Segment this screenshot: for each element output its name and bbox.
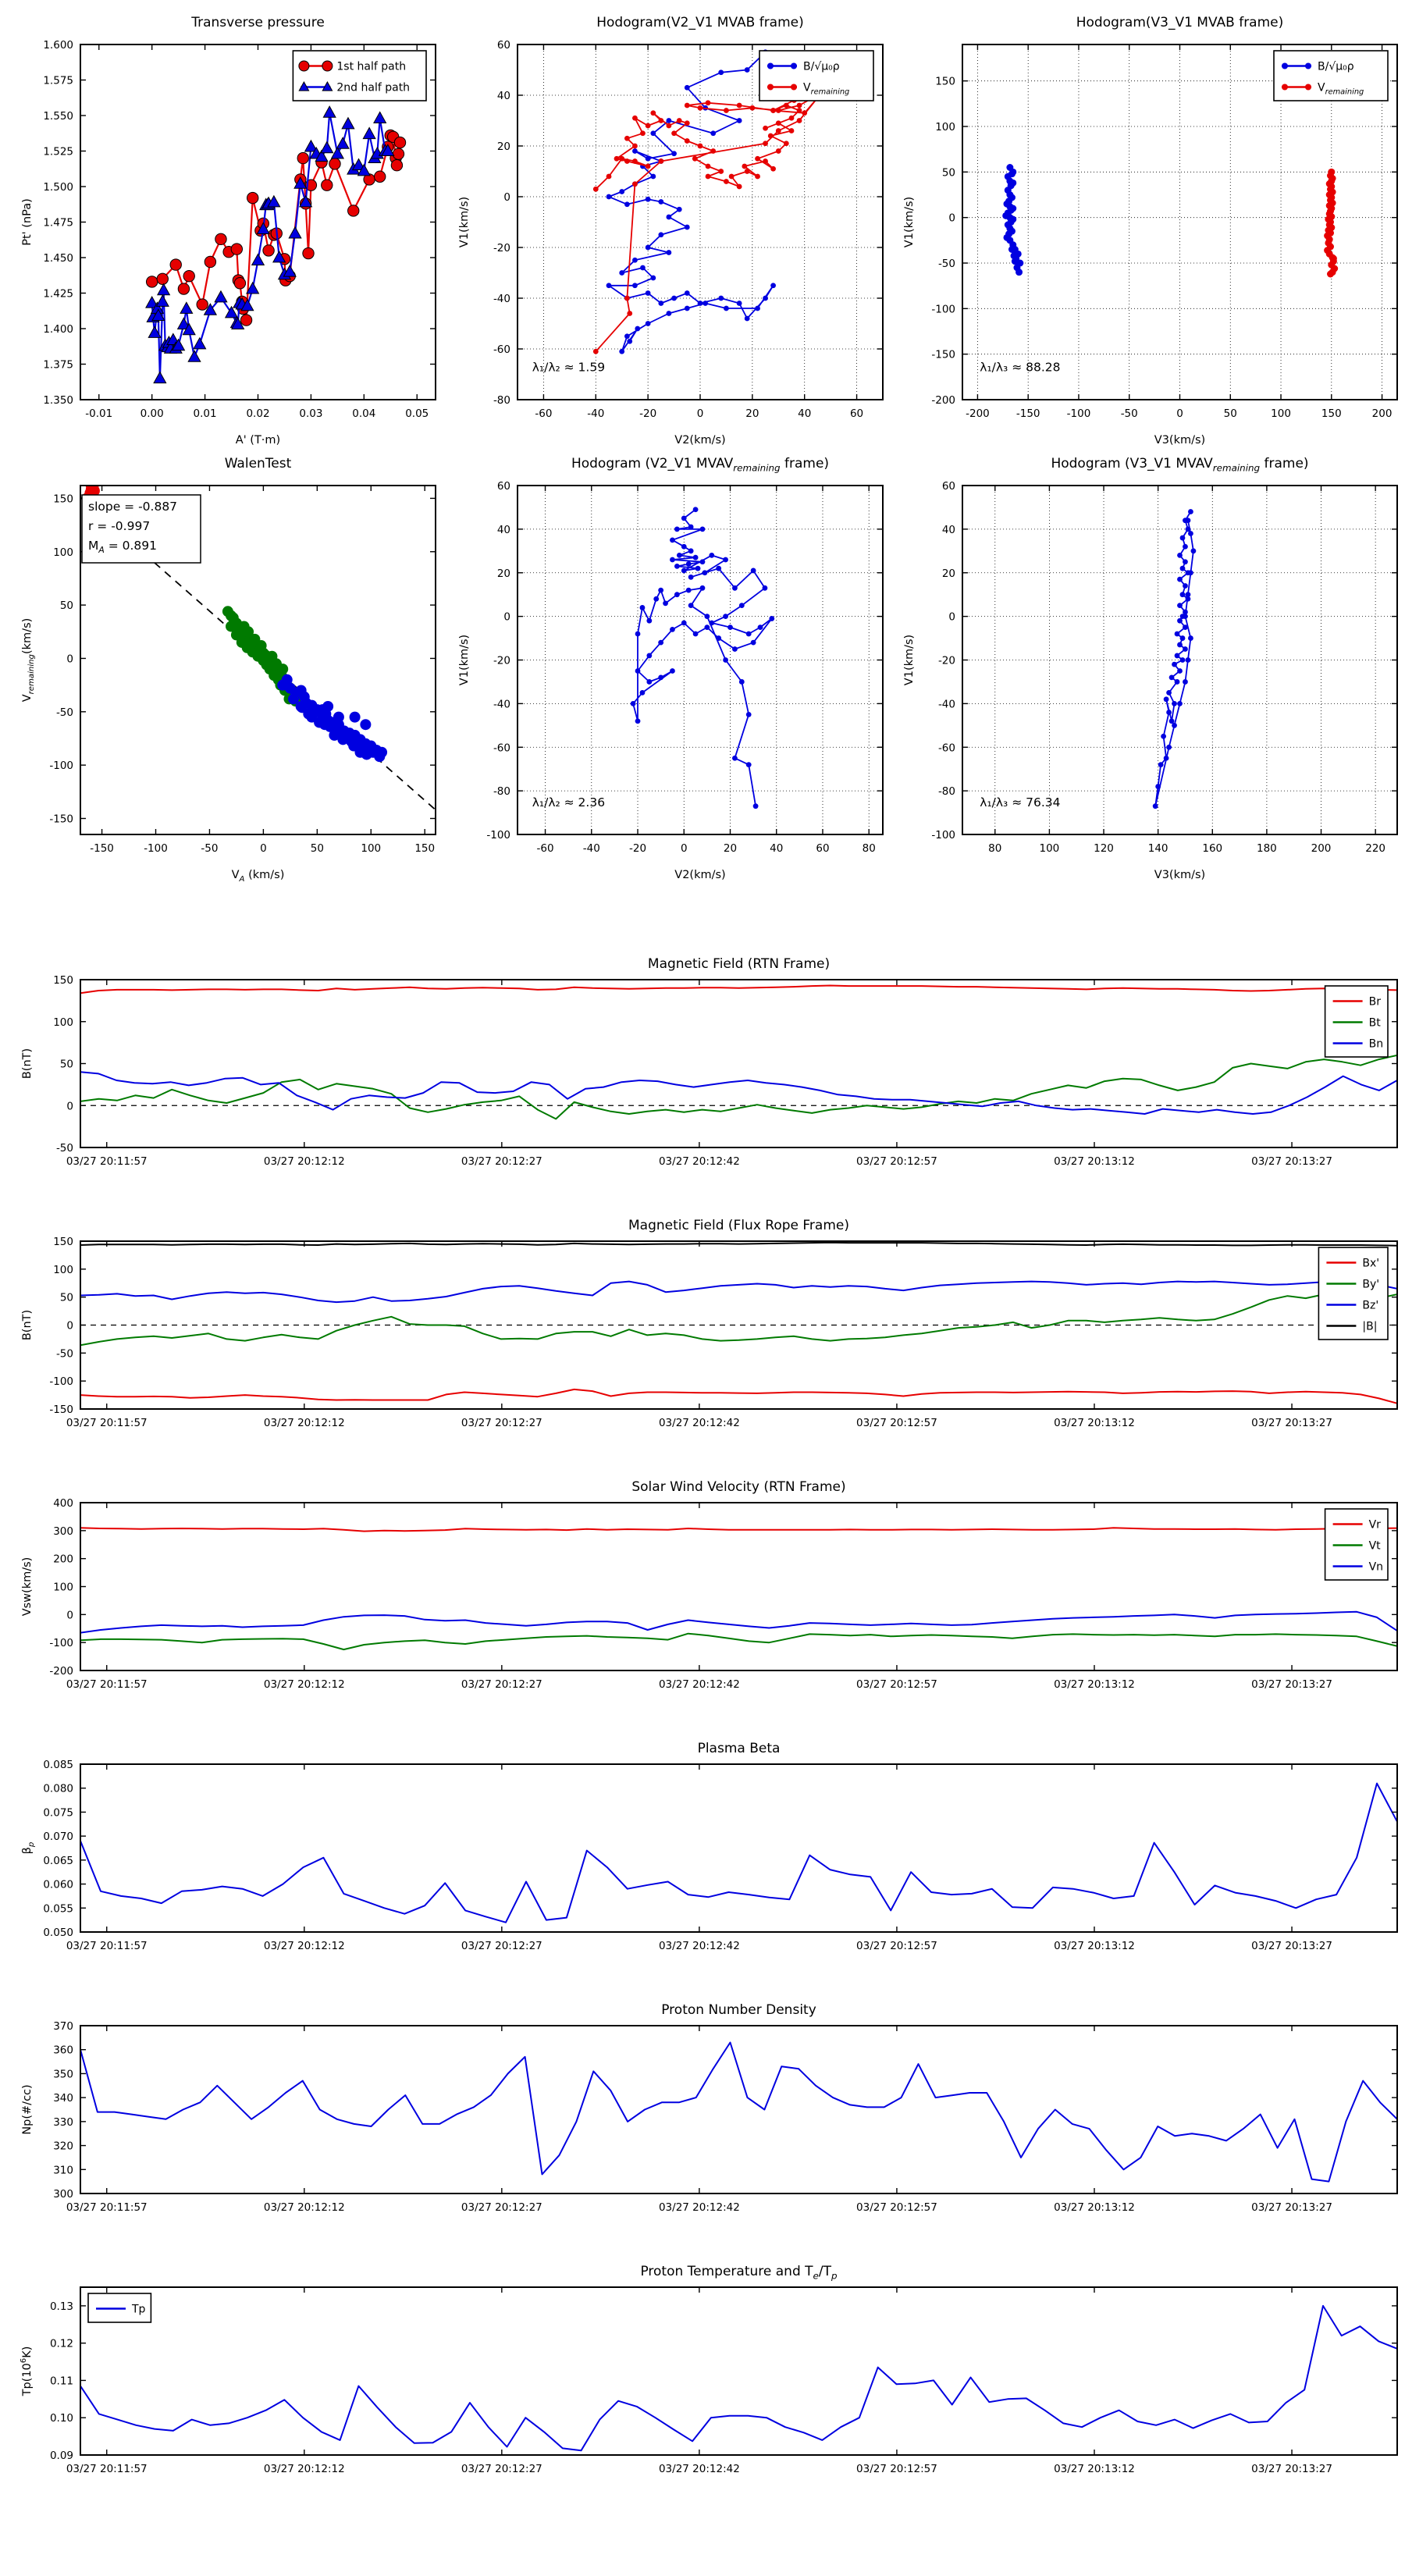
svg-text:0.02: 0.02 (246, 407, 270, 420)
svg-text:80: 80 (988, 842, 1002, 855)
svg-text:-60: -60 (493, 343, 510, 356)
svg-text:1.575: 1.575 (43, 74, 73, 87)
svg-text:0.13: 0.13 (49, 2300, 73, 2313)
svg-text:0: 0 (66, 1609, 73, 1622)
svg-text:0: 0 (503, 610, 510, 624)
svg-text:150: 150 (53, 1236, 73, 1248)
chart-title: Proton Number Density (661, 2002, 816, 2018)
svg-text:0: 0 (680, 842, 688, 855)
svg-text:-0.01: -0.01 (85, 407, 113, 420)
svg-text:-200: -200 (49, 1665, 73, 1678)
svg-text:VA​ (km/s): $V_A$ (km/s) (231, 869, 285, 884)
svg-text:50: 50 (59, 1291, 73, 1304)
svg-text:03/27 20:12:12: 03/27 20:12:12 (263, 2463, 345, 2475)
svg-text:-20: -20 (937, 654, 955, 667)
svg-text:0.12: 0.12 (49, 2337, 73, 2350)
chart-title: Plasma Beta (697, 1741, 781, 1756)
svg-text:400: 400 (53, 1497, 73, 1510)
svg-text:1.400: 1.400 (43, 323, 73, 336)
svg-text:0.050: 0.050 (43, 1927, 73, 1939)
svg-text:03/27 20:12:57: 03/27 20:12:57 (856, 1678, 937, 1691)
svg-text:03/27 20:12:27: 03/27 20:12:27 (461, 2201, 542, 2214)
svg-text:0.055: 0.055 (43, 1902, 73, 1916)
svg-text:100: 100 (1039, 842, 1060, 855)
svg-text:B(nT): B(nT) (21, 1048, 34, 1080)
svg-text:150: 150 (53, 974, 73, 987)
svg-text:Tp(106​K): $Tp(10^6K)$ (20, 2346, 34, 2396)
svg-text:V2(km/s): V2(km/s) (674, 869, 726, 881)
svg-text:03/27 20:12:42: 03/27 20:12:42 (658, 2201, 740, 2214)
svg-text:03/27 20:12:57: 03/27 20:12:57 (856, 2201, 937, 2214)
svg-text:-150: -150 (49, 1404, 73, 1416)
chart-title: WalenTest (224, 456, 292, 471)
chart-title: Solar Wind Velocity (RTN Frame) (631, 1479, 846, 1495)
svg-text:1.475: 1.475 (43, 216, 73, 229)
svg-text:V1(km/s): V1(km/s) (458, 196, 471, 248)
svg-text:-40: -40 (937, 698, 955, 711)
svg-text:0: 0 (948, 212, 955, 225)
svg-text:-80: -80 (493, 394, 510, 407)
svg-text:03/27 20:12:12: 03/27 20:12:12 (263, 2201, 345, 2214)
svg-text:60: 60 (496, 39, 510, 52)
svg-text:0.04: 0.04 (352, 407, 376, 420)
svg-text:20: 20 (723, 842, 738, 855)
svg-text:λ₁/λ₂ ≈ 1.59: λ₁/λ₂ ≈ 1.59 (532, 360, 606, 375)
svg-text:0.09: 0.09 (49, 2450, 73, 2462)
svg-text:-100: -100 (931, 303, 955, 316)
svg-text:03/27 20:11:57: 03/27 20:11:57 (66, 1678, 148, 1691)
svg-text:03/27 20:12:12: 03/27 20:12:12 (263, 1940, 345, 1952)
svg-text:330: 330 (53, 2115, 73, 2129)
svg-text:-60: -60 (535, 407, 553, 420)
svg-text:V2(km/s): V2(km/s) (674, 434, 726, 447)
svg-text:r = -0.997: r = -0.997 (88, 519, 151, 533)
svg-text:0.00: 0.00 (140, 407, 164, 420)
chart-title: Hodogram (V2_V1 $MVAV_{remaining}$ frame) (571, 456, 830, 474)
svg-text:-100: -100 (49, 1375, 73, 1389)
svg-text:0.05: 0.05 (405, 407, 429, 420)
svg-text:Np(#/cc): Np(#/cc) (21, 2084, 34, 2135)
svg-text:-50: -50 (55, 1142, 73, 1155)
svg-text:-80: -80 (493, 785, 510, 799)
svg-text:20: 20 (941, 567, 955, 580)
svg-text:Bt: Bt (1368, 1016, 1381, 1030)
svg-text:Bx': Bx' (1362, 1257, 1380, 1270)
svg-text:By': By' (1362, 1278, 1380, 1291)
svg-text:-100: -100 (931, 829, 955, 841)
svg-text:03/27 20:13:12: 03/27 20:13:12 (1054, 2463, 1135, 2475)
svg-text:0: 0 (66, 653, 73, 666)
svg-text:0.01: 0.01 (193, 407, 217, 420)
svg-text:300: 300 (53, 1525, 73, 1538)
svg-text:-20: -20 (493, 242, 510, 254)
svg-text:03/27 20:11:57: 03/27 20:11:57 (66, 1940, 148, 1952)
svg-text:310: 310 (53, 2164, 73, 2177)
svg-text:-40: -40 (582, 842, 600, 855)
svg-text:0.11: 0.11 (49, 2375, 73, 2388)
svg-text:-20: -20 (639, 407, 657, 420)
svg-text:100: 100 (53, 1016, 73, 1029)
svg-text:03/27 20:12:27: 03/27 20:12:27 (461, 1155, 542, 1168)
svg-text:Bz': Bz' (1362, 1299, 1379, 1312)
svg-text:220: 220 (1365, 842, 1386, 855)
svg-text:-100: -100 (49, 760, 73, 773)
svg-text:03/27 20:13:27: 03/27 20:13:27 (1251, 1417, 1332, 1429)
svg-text:1.600: 1.600 (43, 39, 73, 52)
svg-text:Vr: Vr (1368, 1518, 1381, 1532)
svg-text:100: 100 (1271, 407, 1291, 420)
svg-text:B/√μ₀ρ: B/√μ₀ρ (1318, 60, 1354, 73)
svg-text:V1(km/s): V1(km/s) (903, 196, 916, 248)
svg-text:-50: -50 (55, 706, 73, 719)
svg-text:03/27 20:13:12: 03/27 20:13:12 (1054, 1940, 1135, 1952)
svg-text:0: 0 (503, 191, 510, 204)
svg-text:-80: -80 (937, 785, 955, 799)
svg-text:2nd half path: 2nd half path (336, 81, 411, 94)
svg-text:03/27 20:13:27: 03/27 20:13:27 (1251, 1678, 1332, 1691)
svg-text:100: 100 (361, 842, 382, 855)
svg-text:V1(km/s): V1(km/s) (458, 634, 471, 686)
chart-title: Hodogram (V3_V1 $MVAV_{remaining}$ frame) (1051, 456, 1309, 474)
svg-text:100: 100 (935, 121, 955, 133)
svg-text:slope = -0.887: slope = -0.887 (88, 500, 178, 514)
svg-text:λ₁/λ₂ ≈ 2.36: λ₁/λ₂ ≈ 2.36 (532, 795, 606, 810)
svg-text:100: 100 (53, 1581, 73, 1594)
svg-text:B(nT): B(nT) (21, 1309, 34, 1341)
svg-text:03/27 20:13:12: 03/27 20:13:12 (1054, 2201, 1135, 2214)
svg-text:200: 200 (1311, 842, 1332, 855)
svg-text:100: 100 (53, 1263, 73, 1276)
svg-text:03/27 20:13:27: 03/27 20:13:27 (1251, 2201, 1332, 2214)
svg-text:50: 50 (59, 600, 73, 613)
svg-text:03/27 20:12:42: 03/27 20:12:42 (658, 1417, 740, 1429)
svg-text:-60: -60 (536, 842, 554, 855)
svg-text:-150: -150 (931, 348, 955, 361)
svg-text:Br: Br (1368, 995, 1381, 1009)
svg-text:0: 0 (260, 842, 267, 855)
chart-title: Hodogram(V3_V1 MVAB frame) (1076, 15, 1284, 30)
svg-text:200: 200 (53, 1553, 73, 1566)
svg-text:Vt: Vt (1368, 1539, 1381, 1553)
svg-text:20: 20 (496, 141, 510, 153)
svg-text:03/27 20:12:42: 03/27 20:12:42 (658, 1940, 740, 1952)
svg-text:20: 20 (745, 407, 759, 420)
svg-text:370: 370 (53, 2020, 73, 2033)
svg-text:03/27 20:12:12: 03/27 20:12:12 (263, 1417, 345, 1429)
svg-text:-100: -100 (144, 842, 168, 855)
svg-text:1.350: 1.350 (43, 394, 73, 407)
svg-text:B/√μ₀ρ: B/√μ₀ρ (803, 60, 840, 73)
svg-text:0.03: 0.03 (299, 407, 323, 420)
svg-text:50: 50 (941, 166, 955, 180)
svg-text:03/27 20:12:42: 03/27 20:12:42 (658, 1155, 740, 1168)
svg-text:40: 40 (496, 90, 510, 102)
svg-text:Pt' (nPa): Pt' (nPa) (21, 198, 34, 246)
svg-text:1.525: 1.525 (43, 145, 73, 158)
svg-text:60: 60 (496, 480, 510, 493)
svg-text:0: 0 (66, 1319, 73, 1332)
svg-text:03/27 20:12:12: 03/27 20:12:12 (263, 1678, 345, 1691)
svg-text:-50: -50 (201, 842, 219, 855)
svg-text:-60: -60 (937, 742, 955, 755)
svg-text:03/27 20:11:57: 03/27 20:11:57 (66, 1417, 148, 1429)
svg-text:03/27 20:12:57: 03/27 20:12:57 (856, 1155, 937, 1168)
svg-text:40: 40 (770, 842, 784, 855)
svg-text:Vremaining​: $V_{remaining}$ (1318, 81, 1364, 97)
svg-text:-100: -100 (1066, 407, 1091, 420)
svg-text:-40: -40 (493, 293, 510, 305)
svg-text:|B|: |B| (1362, 1320, 1378, 1333)
chart-title: Magnetic Field (Flux Rope Frame) (628, 1218, 849, 1233)
svg-text:50: 50 (310, 842, 324, 855)
svg-text:100: 100 (53, 546, 73, 559)
svg-text:03/27 20:12:27: 03/27 20:12:27 (461, 2463, 542, 2475)
svg-text:-200: -200 (966, 407, 990, 420)
svg-text:Vn: Vn (1368, 1560, 1384, 1574)
svg-text:50: 50 (59, 1058, 73, 1071)
svg-text:0.080: 0.080 (43, 1782, 73, 1795)
svg-text:50: 50 (1223, 407, 1237, 420)
svg-text:03/27 20:13:27: 03/27 20:13:27 (1251, 2463, 1332, 2475)
svg-text:1.500: 1.500 (43, 181, 73, 194)
svg-text:λ₁/λ₃ ≈ 76.34: λ₁/λ₃ ≈ 76.34 (980, 795, 1061, 810)
svg-text:-150: -150 (1016, 407, 1040, 420)
svg-text:-50: -50 (1120, 407, 1138, 420)
svg-text:03/27 20:12:27: 03/27 20:12:27 (461, 1940, 542, 1952)
svg-text:40: 40 (798, 407, 812, 420)
svg-text:MA​ = 0.891: $M_A = 0.891$ (88, 539, 158, 555)
svg-text:0: 0 (696, 407, 704, 420)
svg-text:03/27 20:11:57: 03/27 20:11:57 (66, 2201, 148, 2214)
svg-text:320: 320 (53, 2140, 73, 2153)
svg-text:Vremaining​: $V_{remaining}$ (803, 81, 850, 97)
svg-text:03/27 20:12:27: 03/27 20:12:27 (461, 1417, 542, 1429)
svg-text:03/27 20:11:57: 03/27 20:11:57 (66, 2463, 148, 2475)
svg-text:1.550: 1.550 (43, 110, 73, 123)
svg-text:03/27 20:13:12: 03/27 20:13:12 (1054, 1417, 1135, 1429)
svg-text:03/27 20:12:42: 03/27 20:12:42 (658, 2463, 740, 2475)
svg-text:40: 40 (496, 523, 510, 536)
svg-text:03/27 20:13:27: 03/27 20:13:27 (1251, 1940, 1332, 1952)
svg-text:-100: -100 (486, 829, 510, 841)
svg-text:140: 140 (1147, 842, 1168, 855)
svg-text:60: 60 (941, 480, 955, 493)
svg-text:Vremaining​(km/s): $V_{remaining}(km/s)$ (21, 617, 36, 703)
svg-text:-50: -50 (55, 1347, 73, 1361)
svg-text:-40: -40 (493, 698, 510, 711)
svg-text:0: 0 (66, 1100, 73, 1113)
svg-text:60: 60 (816, 842, 830, 855)
svg-text:0.065: 0.065 (43, 1854, 73, 1867)
svg-text:-50: -50 (937, 258, 955, 270)
svg-text:150: 150 (53, 493, 73, 506)
svg-text:V3(km/s): V3(km/s) (1154, 434, 1206, 447)
svg-text:340: 340 (53, 2092, 73, 2105)
svg-text:λ₁/λ₃ ≈ 88.28: λ₁/λ₃ ≈ 88.28 (980, 360, 1061, 375)
svg-text:Vsw(km/s): Vsw(km/s) (21, 1557, 34, 1617)
svg-text:0: 0 (948, 610, 955, 624)
svg-text:60: 60 (849, 407, 864, 420)
svg-text:180: 180 (1257, 842, 1277, 855)
chart-title: Proton Temperature and $T_e/T_p$ (640, 2264, 838, 2282)
svg-text:150: 150 (935, 75, 955, 88)
svg-text:03/27 20:13:27: 03/27 20:13:27 (1251, 1155, 1332, 1168)
svg-text:1.425: 1.425 (43, 287, 73, 301)
svg-text:-60: -60 (493, 742, 510, 755)
svg-text:150: 150 (414, 842, 436, 855)
svg-text:80: 80 (862, 842, 876, 855)
svg-text:03/27 20:12:57: 03/27 20:12:57 (856, 2463, 937, 2475)
svg-text:-20: -20 (493, 654, 510, 667)
svg-text:0: 0 (1176, 407, 1183, 420)
svg-text:03/27 20:12:57: 03/27 20:12:57 (856, 1940, 937, 1952)
chart-title: Magnetic Field (RTN Frame) (647, 956, 831, 972)
svg-text:03/27 20:12:27: 03/27 20:12:27 (461, 1678, 542, 1691)
svg-text:0.075: 0.075 (43, 1806, 73, 1820)
svg-text:1.450: 1.450 (43, 252, 73, 265)
svg-text:300: 300 (53, 2188, 73, 2201)
svg-text:0.10: 0.10 (49, 2412, 73, 2425)
svg-text:-200: -200 (931, 394, 955, 407)
svg-text:Tp: Tp (132, 2303, 146, 2316)
svg-text:03/27 20:12:57: 03/27 20:12:57 (856, 1417, 937, 1429)
svg-text:03/27 20:12:42: 03/27 20:12:42 (658, 1678, 740, 1691)
svg-text:-150: -150 (90, 842, 114, 855)
svg-text:-40: -40 (587, 407, 605, 420)
svg-text:40: 40 (941, 523, 955, 536)
svg-text:βp​: $\beta_p$ (21, 1841, 36, 1855)
svg-text:0.085: 0.085 (43, 1759, 73, 1771)
svg-text:03/27 20:11:57: 03/27 20:11:57 (66, 1155, 148, 1168)
svg-text:-150: -150 (49, 813, 73, 826)
svg-text:0.060: 0.060 (43, 1878, 73, 1891)
svg-text:350: 350 (53, 2068, 73, 2081)
svg-text:0.070: 0.070 (43, 1831, 73, 1844)
svg-text:V1(km/s): V1(km/s) (903, 634, 916, 686)
svg-text:-100: -100 (49, 1637, 73, 1650)
chart-title: Hodogram(V2_V1 MVAB frame) (596, 15, 804, 30)
chart-title: Transverse pressure (191, 15, 325, 30)
svg-text:03/27 20:13:12: 03/27 20:13:12 (1054, 1678, 1135, 1691)
svg-text:1.375: 1.375 (43, 358, 73, 372)
svg-text:03/27 20:13:12: 03/27 20:13:12 (1054, 1155, 1135, 1168)
svg-text:V3(km/s): V3(km/s) (1154, 869, 1206, 881)
svg-text:A' (T·m): A' (T·m) (235, 434, 281, 447)
svg-text:03/27 20:12:12: 03/27 20:12:12 (263, 1155, 345, 1168)
svg-text:1st half path: 1st half path (336, 60, 407, 73)
svg-text:120: 120 (1094, 842, 1114, 855)
svg-text:200: 200 (1371, 407, 1393, 420)
svg-text:-20: -20 (628, 842, 647, 855)
svg-text:360: 360 (53, 2044, 73, 2057)
svg-text:160: 160 (1202, 842, 1223, 855)
svg-text:20: 20 (496, 567, 510, 580)
svg-text:150: 150 (1321, 407, 1342, 420)
svg-text:Bn: Bn (1368, 1037, 1384, 1051)
